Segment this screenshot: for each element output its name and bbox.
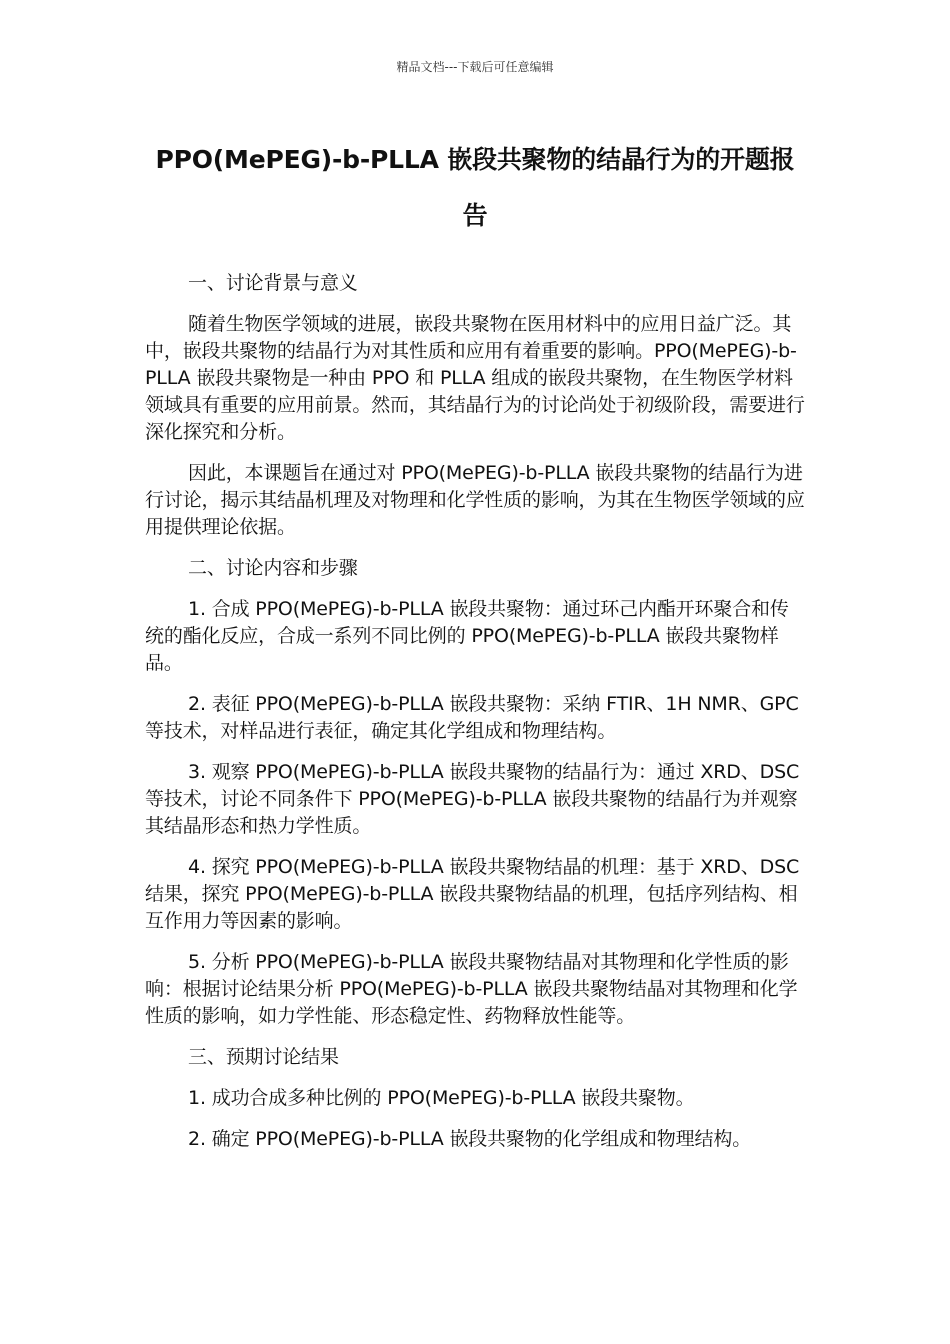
section-heading-expected-results: 三、预期讨论结果 bbox=[188, 1046, 339, 1068]
list-item-step-5: 5. 分析 PPO(MePEG)-b-PLLA 嵌段共聚物结晶对其物理和化学性质的影响：根据讨论结果分析 PPO(MePEG)-b-PLLA 嵌段共聚物结晶对其物理和化学性质的影响，如力学性能、形态稳定性、药物释放性能等。 bbox=[145, 951, 798, 1027]
list-item-step-4: 4. 探究 PPO(MePEG)-b-PLLA 嵌段共聚物结晶的机理：基于 XRD、DSC 结果，探究 PPO(MePEG)-b-PLLA 嵌段共聚物结晶的机理，包括序列结构、相互作用力等因素的影响。 bbox=[145, 856, 800, 932]
list-item-step-1: 1. 合成 PPO(MePEG)-b-PLLA 嵌段共聚物：通过环己内酯开环聚合和传统的酯化反应，合成一系列不同比例的 PPO(MePEG)-b-PLLA 嵌段共聚物样品。 bbox=[145, 598, 789, 674]
section-heading-content-steps: 二、讨论内容和步骤 bbox=[188, 557, 358, 579]
section-heading-background: 一、讨论背景与意义 bbox=[188, 272, 358, 294]
header-note: 精品文档---下载后可任意编辑 bbox=[396, 60, 554, 74]
list-item-result-2: 2. 确定 PPO(MePEG)-b-PLLA 嵌段共聚物的化学组成和物理结构。 bbox=[188, 1128, 752, 1150]
paragraph-background: 随着生物医学领域的进展，嵌段共聚物在医用材料中的应用日益广泛。其中，嵌段共聚物的结晶行为对其性质和应用有着重要的影响。PPO(MePEG)-b-PLLA 嵌段共聚物是一种由 PPO 和 PLLA 组成的嵌段共聚物，在生物医学材料领域具有重要的应用前景。然而，其结晶行为的讨论尚处于初级阶段，需要进行深化探究和分析。 bbox=[145, 313, 805, 443]
document-title: PPO(MePEG)-b-PLLA 嵌段共聚物的结晶行为的开题报告 bbox=[155, 145, 795, 230]
document-body bbox=[145, 270, 807, 1167]
list-item-result-1: 1. 成功合成多种比例的 PPO(MePEG)-b-PLLA 嵌段共聚物。 bbox=[188, 1087, 695, 1109]
list-item-step-2: 2. 表征 PPO(MePEG)-b-PLLA 嵌段共聚物：采纳 FTIR、1H NMR、GPC 等技术，对样品进行表征，确定其化学组成和物理结构。 bbox=[145, 693, 799, 742]
list-item-step-3: 3. 观察 PPO(MePEG)-b-PLLA 嵌段共聚物的结晶行为：通过 XRD、DSC 等技术，讨论不同条件下 PPO(MePEG)-b-PLLA 嵌段共聚物的结晶行为并观察其结晶形态和热力学性质。 bbox=[145, 761, 800, 837]
paragraph-purpose: 因此，本课题旨在通过对 PPO(MePEG)-b-PLLA 嵌段共聚物的结晶行为进行讨论，揭示其结晶机理及对物理和化学性质的影响，为其在生物医学领域的应用提供理论依据。 bbox=[145, 462, 805, 538]
